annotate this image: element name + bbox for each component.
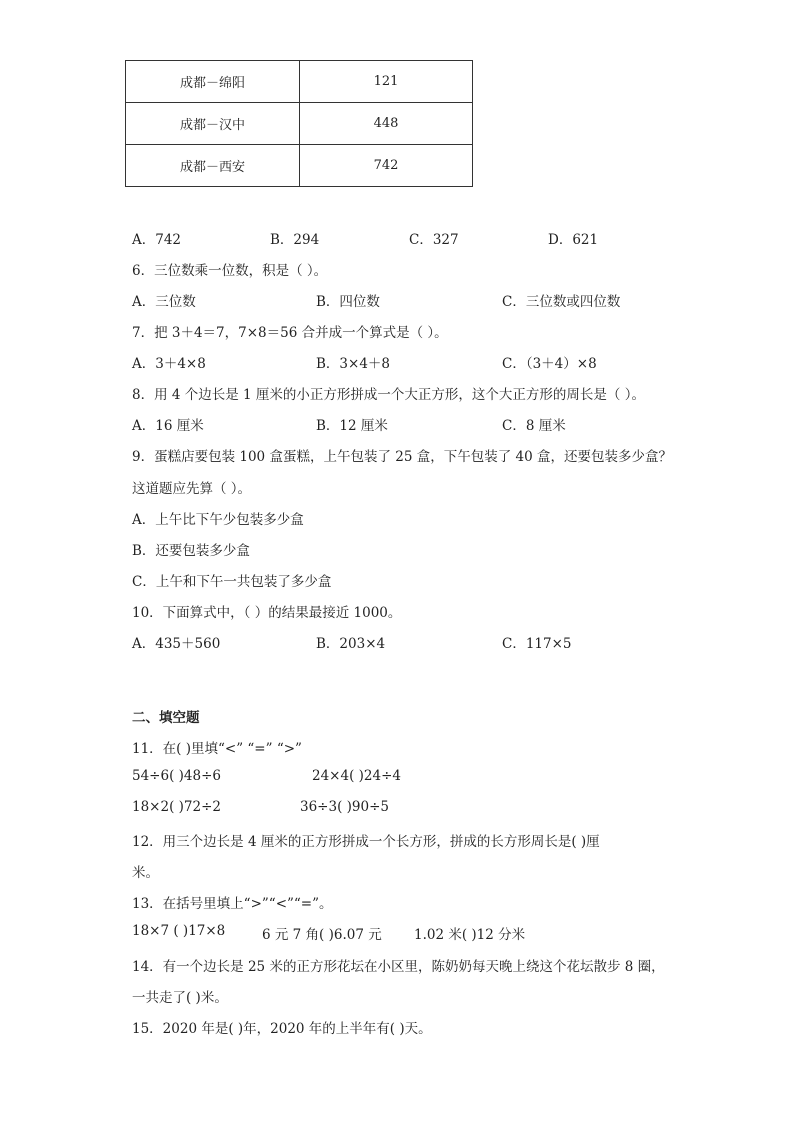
q11-item[interactable]: 54÷6( )48÷6 bbox=[132, 768, 221, 784]
q7-option-c[interactable]: C．（3＋4）×8 bbox=[502, 356, 597, 372]
q9-option-b[interactable]: B．还要包装多少盒 bbox=[132, 543, 250, 559]
q11-stem: 11．在( )里填“<” “=” “>” bbox=[132, 741, 302, 757]
q7-stem: 7．把 3＋4＝7，7×8＝56 合并成一个算式是（ ）。 bbox=[132, 325, 448, 341]
distance-cell: 448 bbox=[300, 103, 473, 145]
q10-option-c[interactable]: C．117×5 bbox=[502, 636, 572, 652]
q9-option-c[interactable]: C．上午和下午一共包装了多少盒 bbox=[132, 574, 332, 590]
q13-item[interactable]: 1.02 米( )12 分米 bbox=[414, 927, 526, 943]
q4-option-d[interactable]: D．621 bbox=[548, 232, 599, 248]
q7-option-a[interactable]: A．3＋4×8 bbox=[132, 356, 206, 372]
q10-stem: 10．下面算式中，（ ）的结果最接近 1000。 bbox=[132, 605, 402, 621]
distance-cell: 742 bbox=[300, 145, 473, 187]
distance-table bbox=[125, 60, 473, 187]
q14-stem-line1: 14．有一个边长是 25 米的正方形花坛在小区里，陈奶奶每天晚上绕这个花坛散步 8 圈， bbox=[132, 959, 665, 975]
route-cell: 成都－绵阳 bbox=[126, 61, 300, 103]
q8-stem: 8．用 4 个边长是 1 厘米的小正方形拼成一个大正方形，这个大正方形的周长是（ ）。 bbox=[132, 387, 645, 403]
q8-option-b[interactable]: B．12 厘米 bbox=[316, 418, 388, 434]
table-row bbox=[126, 61, 473, 103]
q8-option-a[interactable]: A．16 厘米 bbox=[132, 418, 204, 434]
q12-stem-line1: 12．用三个边长是 4 厘米的正方形拼成一个长方形，拼成的长方形周长是( )厘 bbox=[132, 834, 600, 850]
q11-item[interactable]: 24×4( )24÷4 bbox=[312, 768, 401, 784]
q13-item[interactable]: 18×7 ( )17×8 bbox=[132, 923, 226, 939]
route-cell: 成都－西安 bbox=[126, 145, 300, 187]
q9-option-a[interactable]: A．上午比下午少包装多少盒 bbox=[132, 512, 304, 528]
q15-stem: 15．2020 年是( )年，2020 年的上半年有( )天。 bbox=[132, 1021, 432, 1037]
q10-option-a[interactable]: A．435＋560 bbox=[132, 636, 221, 652]
q7-option-b[interactable]: B．3×4＋8 bbox=[316, 356, 390, 372]
table-row bbox=[126, 145, 473, 187]
q12-stem-line2: 米。 bbox=[132, 865, 159, 881]
q13-stem: 13．在括号里填上“>”“<”“=”。 bbox=[132, 896, 333, 912]
q4-option-c[interactable]: C．327 bbox=[409, 232, 459, 248]
q13-item[interactable]: 6 元 7 角( )6.07 元 bbox=[262, 927, 382, 943]
route-cell: 成都－汉中 bbox=[126, 103, 300, 145]
q6-stem: 6．三位数乘一位数，积是（ ）。 bbox=[132, 263, 328, 279]
q9-stem-line1: 9．蛋糕店要包装 100 盒蛋糕，上午包装了 25 盒，下午包装了 40 盒，还要包装多少盒？ bbox=[132, 449, 672, 465]
q9-stem-line2: 这道题应先算（ ）。 bbox=[132, 481, 252, 497]
q8-option-c[interactable]: C．8 厘米 bbox=[502, 418, 566, 434]
distance-cell: 121 bbox=[300, 61, 473, 103]
q4-option-b[interactable]: B．294 bbox=[270, 232, 320, 248]
q6-option-c[interactable]: C．三位数或四位数 bbox=[502, 294, 621, 310]
q4-option-a[interactable]: A．742 bbox=[132, 232, 182, 248]
q10-option-b[interactable]: B．203×4 bbox=[316, 636, 386, 652]
table-row bbox=[126, 103, 473, 145]
section-heading: 二、填空题 bbox=[132, 710, 200, 726]
q6-option-b[interactable]: B．四位数 bbox=[316, 294, 380, 310]
q14-stem-line2: 一共走了( )米。 bbox=[132, 990, 228, 1006]
q11-item[interactable]: 18×2( )72÷2 bbox=[132, 799, 221, 815]
q11-item[interactable]: 36÷3( )90÷5 bbox=[300, 799, 389, 815]
q6-option-a[interactable]: A．三位数 bbox=[132, 294, 196, 310]
